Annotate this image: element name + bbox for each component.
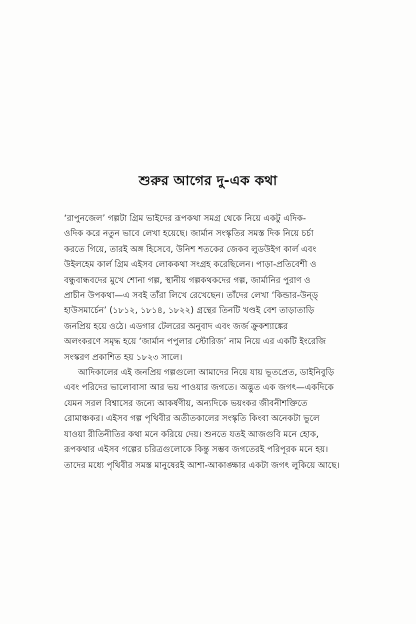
text-line: উইলহেম কার্ল গ্রিম এইসব লোককথা সংগ্রহ করেছিলেন। পাড়া-প্রতিবেশী ও xyxy=(64,260,317,271)
text-line: প্রাচীন উপকথা—এ সবই তাঁরা লিখে রেখেছেন। তাঁদের লেখা ‘কিন্ডার-উন্ড্ xyxy=(64,291,319,302)
text-line: বন্ধুবান্ধবদের মুখে শোনা গল্প, স্থানীয় গল্পকথকদের গল্প, জার্মানির পুরাণ ও xyxy=(64,275,311,286)
text-line: আদিকালের এই জনপ্রিয় গল্পগুলো আমাদের নিয়ে যায় ভূতপ্রেত, ডাইনিবুড়ি xyxy=(78,368,335,379)
text-line: জনপ্রিয় হয়ে ওঠে। এডগার টেলরের অনুবাদ এবং জর্জ ক্রুকশ্যাঙ্কের xyxy=(64,321,288,332)
text-line: করতে গিয়ে, তারই অঙ্গ হিসেবে, উনিশ শতকের জেকব লুডউইগ কার্ল এবং xyxy=(64,244,317,255)
paragraph-2 xyxy=(64,366,358,474)
chapter-title: শুরুর আগের দু-এক কথা xyxy=(138,173,278,189)
text-line: অলংকরণে সমৃদ্ধ হয়ে ‘জার্মান পপুলার স্টোরিজ’ নাম নিয়ে এর একটি ইংরেজি xyxy=(64,337,326,348)
text-line: তাদের মধ্যে পৃথিবীর সমস্ত মানুষেরই আশা-আকাঙ্ক্ষার একটা জগৎ লুকিয়ে আছে। xyxy=(64,460,340,471)
text-line: এবং পরিদের ভালোবাসা আর ভয় পাওয়ার জগতে। অদ্ভুত এক জগৎ—একদিকে xyxy=(64,383,334,394)
text-line: রোমাঞ্চকর। এইসব গল্প পৃথিবীর অতীতকালের সংস্কৃতি কিংবা অনেকটা ভুলে xyxy=(64,414,320,425)
text-line: যেমন সরল বিশ্বাসের জন্যে আকর্ষণীয়, অন্যদিকে ভয়ংকর জীবনীশক্তিতে xyxy=(64,398,308,409)
text-line: হাউসমার্চেন’ (১৮১২, ১৮১৪, ১৮২২) গ্রন্থের তিনটি খণ্ডই বেশ তাড়াতাড়ি xyxy=(64,306,315,317)
text-line: ‘রাপুনজেল’ গল্পটা গ্রিম ভাইদের রূপকথা সমগ্র থেকে নিয়ে একটু এদিক- xyxy=(64,214,306,224)
text-line: সংস্করণ প্রকাশিত হয় ১৮২৩ সালে। xyxy=(64,352,183,363)
body-text xyxy=(64,212,358,474)
paragraph-1 xyxy=(64,212,358,366)
text-line: রূপকথার এইসব গল্পের চরিত্রগুলোকে কিন্তু সম্ভব জগতেরই পরিপূরক মনে হয়। xyxy=(64,445,329,456)
text-line: ওদিক করে নতুন ভাবে লেখা হয়েছে। জার্মান সংস্কৃতির সমস্ত দিক নিয়ে চর্চা xyxy=(64,229,314,240)
text-line: যাওয়া রীতিনীতির কথা মনে করিয়ে দেয়। শুনতে যতই আজগুবি মনে হোক, xyxy=(64,429,319,440)
